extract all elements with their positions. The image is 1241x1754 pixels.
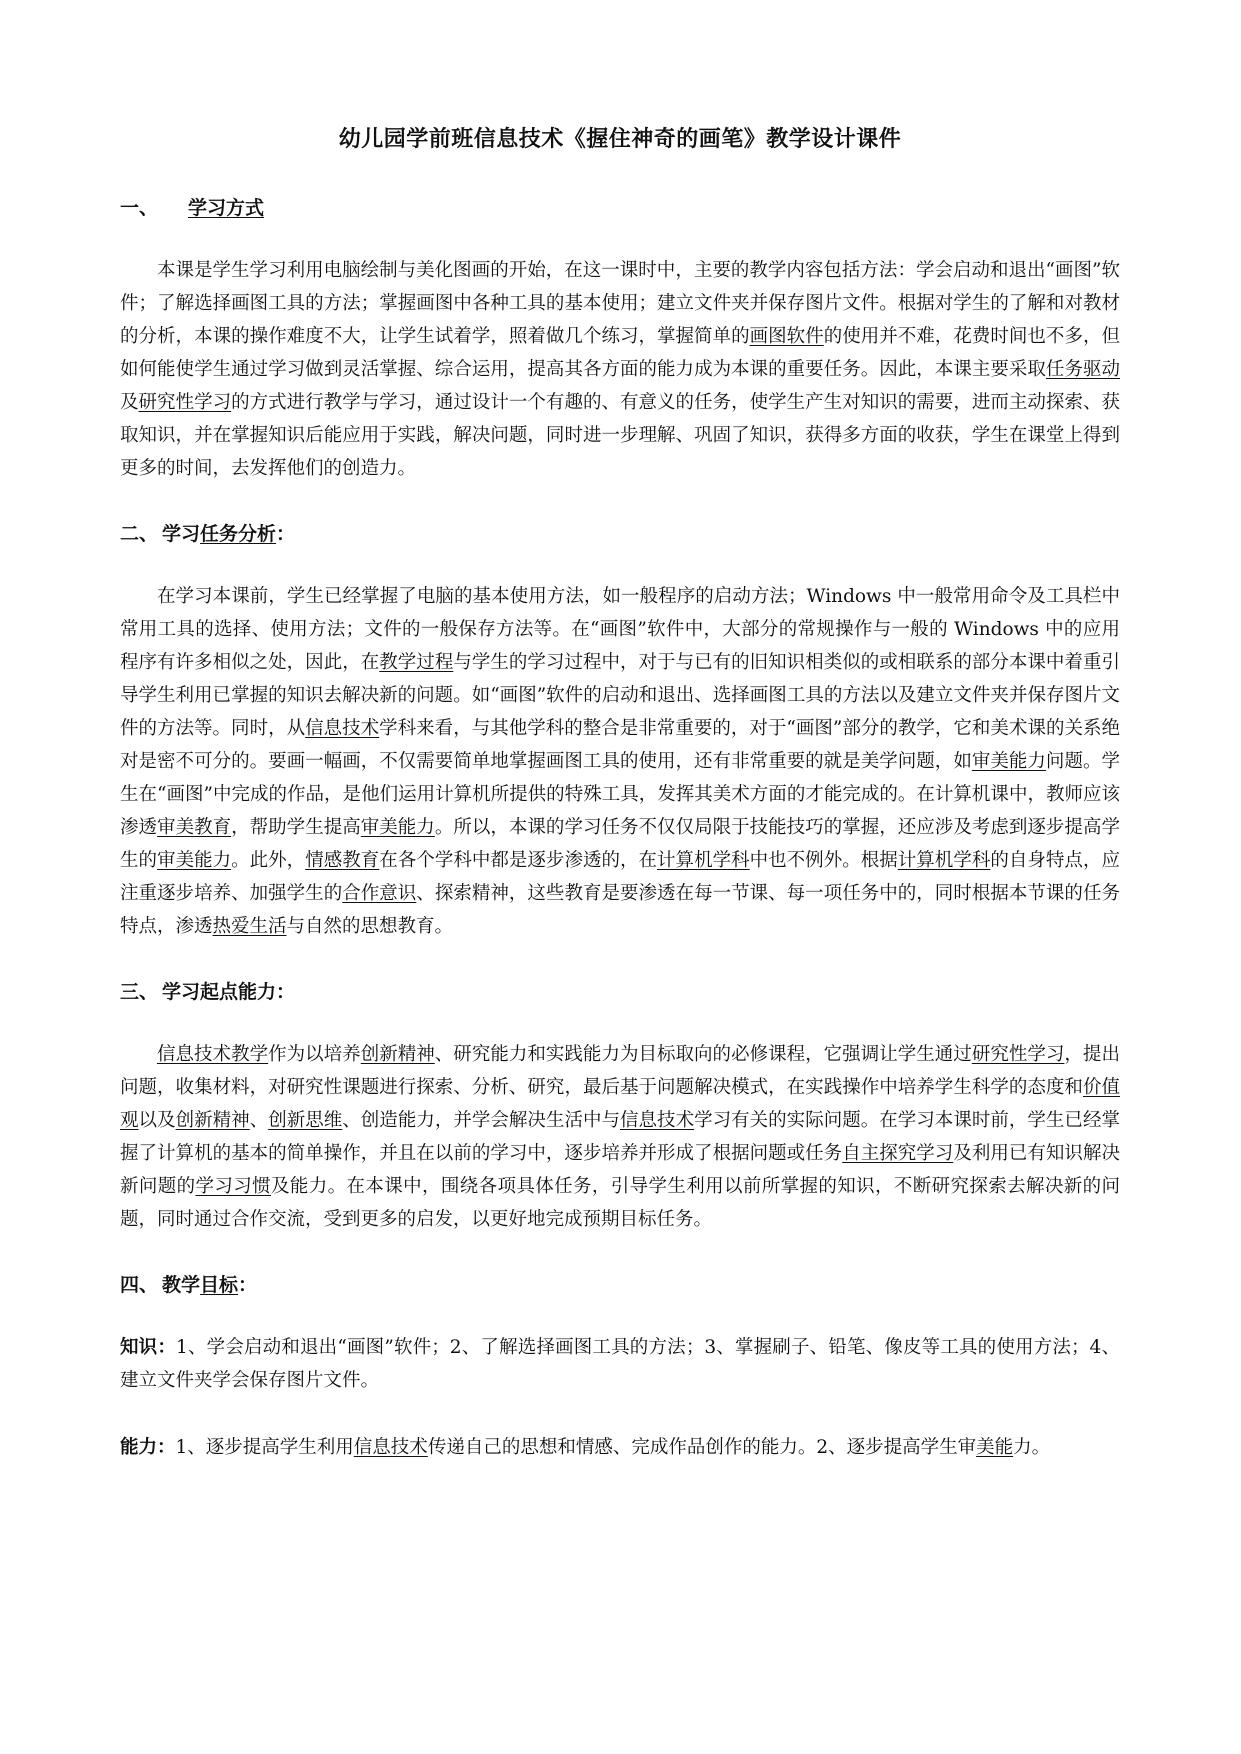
paragraph-text: 在各个学科中都是逐步渗透的，在 [379,850,658,871]
underlined-term: 审美能力 [157,850,232,871]
section-paragraph [120,1038,1120,1236]
section-paragraph [120,580,1120,943]
paragraph-text: ，提出问题，收集材料，对研究性课题进行探索、分析、研究，最后基于问题解决模式，在实践操作中培养学生科学的态度和 [120,1044,1120,1098]
knowledge-text: 1、学会启动和退出“画图”软件；2、了解选择画图工具的方法；3、掌握刷子、铅笔、像皮等工具的使用方法；4、建立文件夹学会保存图片文件。 [120,1337,1120,1391]
section-heading-text: 目标 [200,1274,239,1296]
paragraph-text: 与学生的学习过程中，对于与已有的旧知识相类似的或相联系的部分本课中着重引导学生利用已掌握的知识去解决新的问题。如“画图”软件的启动和退出、选择画图工具的方法以及建立文件夹并保存图片文件的方法等。同时，从 [120,652,1120,739]
section-heading-text: 学习 [162,523,201,545]
underlined-term: 合作意识 [342,883,417,904]
paragraph-text: 、创造能力，并学会解决生活中与 [342,1110,621,1131]
underlined-term: 画图软件 [749,326,824,347]
section-heading-text: 教学 [162,1274,201,1296]
section-heading [120,977,1120,1004]
paragraph-text: 本课是学生学习利用电脑绘制与美化图画的开始，在这一课时中，主要的教学内容包括方法：学会启动和退出“画图”软件；了解选择画图工具的方法；掌握画图中各种工具的基本使用；建立文件夹并保存图片文件。根据对学生的了解和对教材的分析，本课的操作难度不大，让学生试着学，照着做几个练习，掌握简单的 [120,260,1120,347]
underlined-term: 计算机学科 [897,850,991,871]
section-number: 四、 [120,1274,159,1296]
underlined-term: 教学过程 [379,652,454,673]
section-number: 二、 [120,523,159,545]
underlined-term: 信息技术 [305,718,380,739]
section-heading [120,519,1120,546]
underlined-term: 审美教育 [157,817,232,838]
underlined-term: 热爱生活 [212,916,287,937]
underlined-term: 计算机学科 [657,850,750,871]
section-paragraph [120,254,1120,485]
underlined-term: 价值观 [120,1077,1120,1131]
underlined-term: 创新精神 [360,1044,435,1065]
paragraph-text: 。所以，本课的学习任务不仅仅局限于技能技巧的掌握，还应涉及考虑到逐步提高学生的 [120,817,1120,871]
paragraph-text: 、研究能力和实践能力为目标取向的必修课程，它强调让学生通过 [434,1044,972,1065]
underlined-term: 学习习惯 [195,1176,271,1197]
document-title: 幼儿园学前班信息技术《握住神奇的画笔》教学设计课件 [338,127,902,152]
paragraph-text: 的自身特点，应注重逐步培养、加强学生的 [120,850,1120,904]
section-number: 三、 [120,981,159,1003]
underlined-term: 研究性学习 [971,1044,1065,1065]
paragraph-text: ，帮助学生提高 [231,817,361,838]
section-heading [120,1270,1120,1297]
document-body [120,193,1120,1297]
section-heading-text: 任务分析 [200,523,277,545]
underlined-term: 情感教育 [305,850,380,871]
section-heading-text: ： [276,523,296,545]
knowledge-paragraph [120,1331,1120,1397]
paragraph-text: 中也不例外。根据 [749,850,898,871]
underlined-term: 信息技术教学 [157,1044,269,1065]
paragraph-text: 及利用已有知识解决新问题的 [120,1143,1120,1197]
paragraph-text: 的方式进行教学与学习，通过设计一个有趣的、有意义的任务，使学生产生对知识的需要，进而主动探索、获取知识，并在掌握知识后能应用于实践，解决问题，同时进一步理解、巩固了知识，获得多方面的收获，学生在课堂上得到更多的时间，去发挥他们的创造力。 [120,392,1120,479]
knowledge-label: 知识： [120,1337,177,1358]
underlined-term: 创新思维 [268,1110,343,1131]
underlined-term: 信息技术 [620,1110,695,1131]
underlined-term: 任务驱动 [1045,359,1120,380]
underlined-term: 美能 [976,1437,1014,1458]
paragraph-text: 、 [249,1110,269,1131]
underlined-term: 创新精神 [175,1110,250,1131]
underlined-term: 自主探究学习 [842,1143,954,1164]
underlined-term: 审美能力 [360,817,435,838]
section-heading [120,193,1120,220]
section-heading-text: 学习方式 [188,197,265,219]
paragraph-text: 问题。学生在“画图”中完成的作品，是他们运用计算机所提供的特殊工具，发挥其美术方面的才能完成的。在计算机课中，教师应该渗透 [120,751,1120,838]
section-number: 一、 [120,197,159,219]
paragraph-text: 的使用并不难，花费时间也不多，但如何能使学生通过学习做到灵活掌握、综合运用，提高其各方面的能力成为本课的重要任务。因此，本课主要采取 [120,326,1120,380]
underlined-term: 研究性学习 [138,392,232,413]
section-heading-text: 学习起点能力： [162,981,296,1003]
paragraph-text: 、探索精神，这些教育是要渗透在每一节课、每一项任务中的，同时根据本节课的任务特点，渗透 [120,883,1120,937]
paragraph-text: 。此外， [231,850,306,871]
paragraph-text: 在学习本课前，学生已经掌握了电脑的基本使用方法，如一般程序的启动方法；Windows 中一般常用命令及工具栏中常用工具的选择、使用方法；文件的一般保存方法等。在“画图”软件中，大部分的常规操作与一般的 Windows 中的应用程序有许多相似之处，因此，在 [120,586,1120,673]
paragraph-text: 作为以培养 [268,1044,361,1065]
ability-label: 能力： [120,1437,176,1458]
paragraph-text: 以及 [138,1110,176,1131]
paragraph-text: 学习有关的实际问题。在学习本课时前，学生已经掌握了计算机的基本的简单操作，并且在以前的学习中，逐步培养并形成了根据问题或任务 [120,1110,1120,1164]
paragraph-text: 力。 [1013,1437,1051,1458]
paragraph-text: 与自然的思想教育。 [286,916,454,937]
paragraph-text: 1、逐步提高学生利用 [175,1437,354,1458]
underlined-term: 审美能力 [971,751,1046,772]
paragraph-text: 传递自己的思想和情感、完成作品创作的能力。2、逐步提高学生审 [427,1437,977,1458]
section-heading-text: ： [238,1274,258,1296]
paragraph-text: 及 [120,392,139,413]
paragraph-text: 学科来看，与其他学科的整合是非常重要的，对于“画图”部分的教学，它和美术课的关系绝对是密不可分的。要画一幅画，不仅需要简单地掌握画图工具的使用，还有非常重要的就是美学问题，如 [120,718,1120,772]
paragraph-text: 及能力。在本课中，围绕各项具体任务，引导学生利用以前所掌握的知识，不断研究探索去解决新的问题，同时通过合作交流，受到更多的启发，以更好地完成预期目标任务。 [120,1176,1120,1230]
underlined-term: 信息技术 [353,1437,428,1458]
document-page [120,108,1120,1498]
ability-paragraph [120,1431,1120,1464]
